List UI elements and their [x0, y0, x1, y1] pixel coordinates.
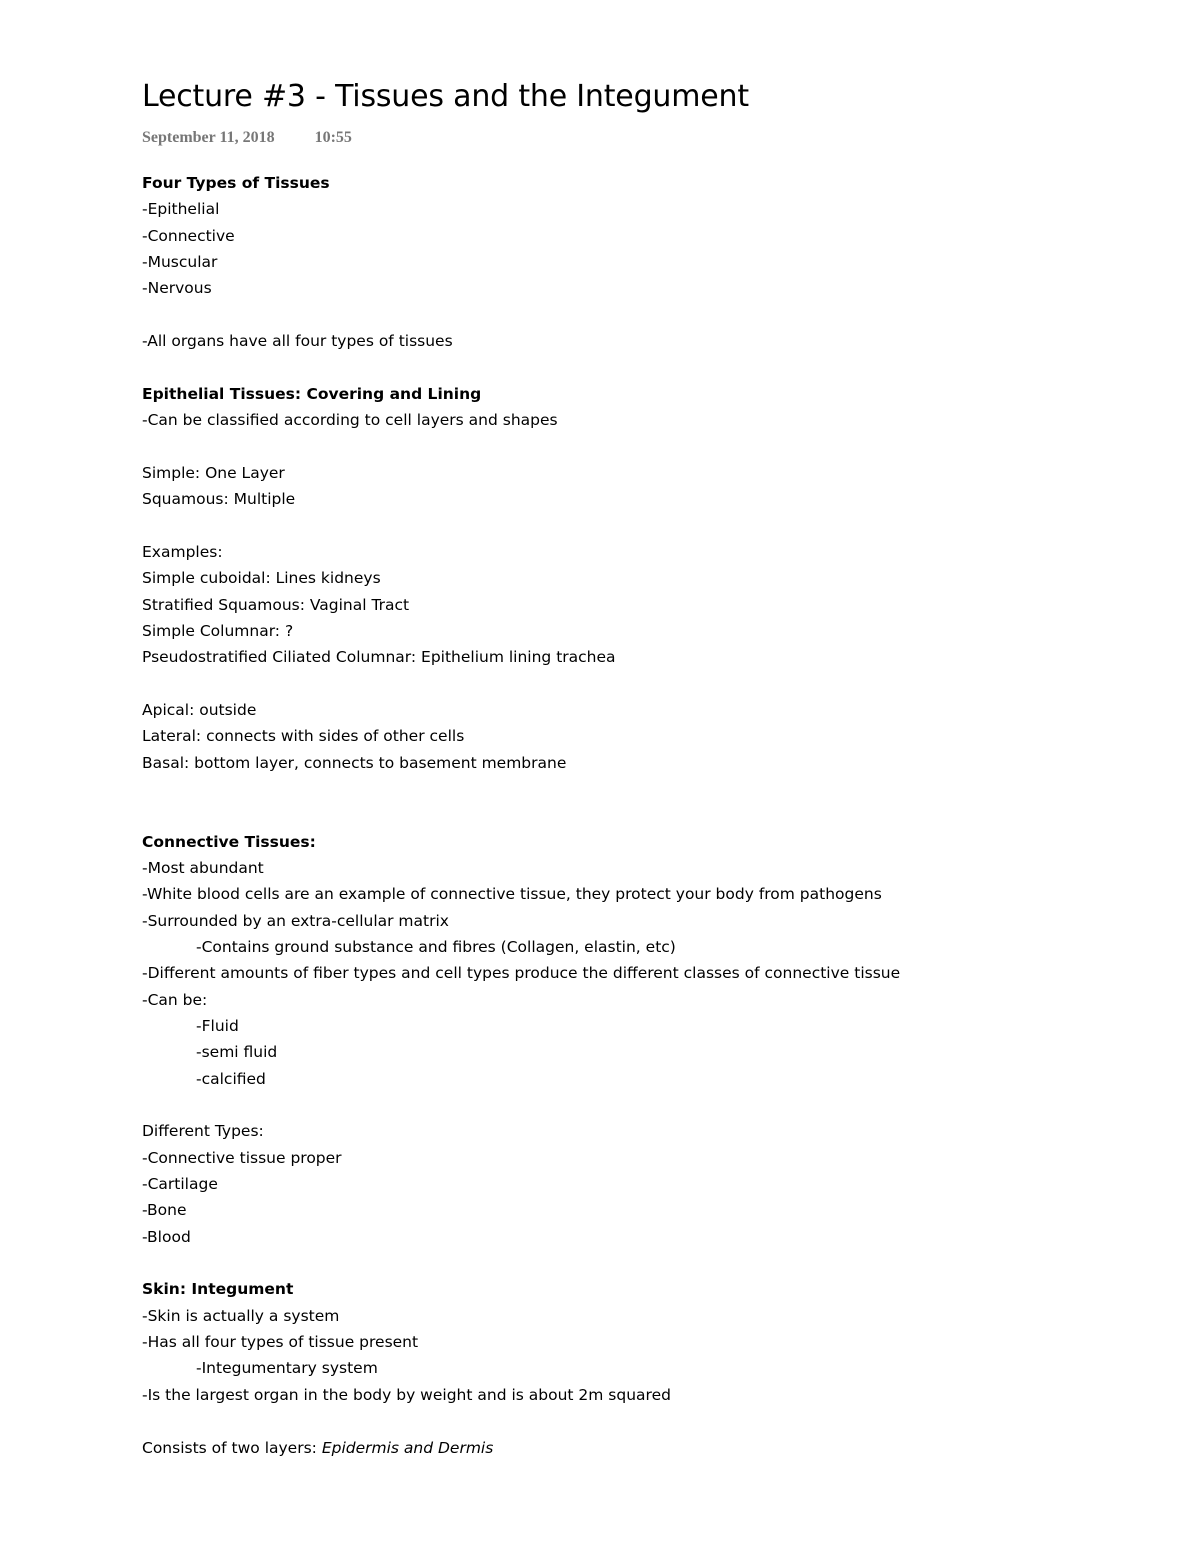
note-line: -Surrounded by an extra-cellular matrix — [142, 911, 449, 930]
note-line: -Integumentary system — [196, 1359, 378, 1378]
note-line: -Muscular — [142, 253, 218, 272]
note-page — [142, 74, 1142, 1461]
note-line: -Most abundant — [142, 858, 264, 877]
note-line: Stratified Squamous: Vaginal Tract — [142, 595, 410, 614]
note-line: -Is the largest organ in the body by weight and is about 2m squared — [142, 1385, 671, 1404]
layers-prefix: Consists of two layers: — [142, 1438, 322, 1457]
note-line: Squamous: Multiple — [142, 490, 296, 509]
note-line: Apical: outside — [142, 700, 257, 719]
note-line-layers — [142, 1435, 1142, 1461]
note-line: -semi fluid — [196, 1043, 278, 1062]
note-timestamp — [142, 120, 1142, 156]
note-line: -Can be: — [142, 990, 208, 1009]
section-heading: Four Types of Tissues — [142, 174, 330, 192]
note-line: -Contains ground substance and fibres (Collagen, elastin, etc) — [196, 937, 676, 956]
note-line: -Has all four types of tissue present — [142, 1333, 419, 1352]
section-heading: Skin: Integument — [142, 1280, 294, 1299]
section-heading: Connective Tissues: — [142, 832, 316, 851]
note-line: Basal: bottom layer, connects to basement membrane — [142, 753, 567, 772]
blank-line — [142, 776, 1142, 802]
blank-line — [142, 1250, 1142, 1276]
note-line: Different Types: — [142, 1122, 264, 1141]
note-line: Pseudostratified Ciliated Columnar: Epithelium lining trachea — [142, 648, 616, 667]
blank-line — [142, 302, 1142, 328]
note-line: -Epithelial — [142, 200, 220, 219]
note-line: -White blood cells are an example of connective tissue, they protect your body from pathogens — [142, 885, 882, 904]
note-line: -Connective tissue proper — [142, 1148, 342, 1167]
note-line: -Nervous — [142, 279, 212, 298]
blank-line — [142, 802, 1142, 828]
blank-line — [142, 354, 1142, 380]
blank-line — [142, 512, 1142, 538]
note-line: Simple: One Layer — [142, 463, 285, 482]
note-line: -Blood — [142, 1227, 191, 1246]
note-line: -Bone — [142, 1201, 187, 1220]
note-line: -Different amounts of fiber types and cell types produce the different classes of connective tissue — [142, 964, 901, 983]
blank-line — [142, 671, 1142, 697]
section-heading: Epithelial Tissues: Covering and Lining — [142, 384, 482, 403]
layers-emphasis: Epidermis and Dermis — [321, 1438, 494, 1457]
blank-line — [142, 1408, 1142, 1434]
note-line: Lateral: connects with sides of other cells — [142, 727, 465, 746]
note-body — [142, 170, 1142, 1435]
note-date: September 11, 2018 — [142, 129, 275, 146]
note-line: -Cartilage — [142, 1175, 218, 1194]
note-line: -Can be classified according to cell layers and shapes — [142, 411, 558, 430]
note-line: -Connective — [142, 226, 235, 245]
note-line: -All organs have all four types of tissues — [142, 332, 453, 351]
note-line: Simple Columnar: ? — [142, 621, 294, 640]
note-line: -Fluid — [196, 1017, 239, 1035]
blank-line — [142, 433, 1142, 459]
note-line: Simple cuboidal: Lines kidneys — [142, 569, 381, 588]
note-line: -Skin is actually a system — [142, 1306, 340, 1325]
blank-line — [142, 1092, 1142, 1118]
note-line: -calcified — [196, 1069, 266, 1088]
note-time: 10:55 — [314, 129, 352, 146]
note-title: Lecture #3 - Tissues and the Integument — [142, 79, 749, 114]
note-line: Examples: — [142, 542, 223, 561]
